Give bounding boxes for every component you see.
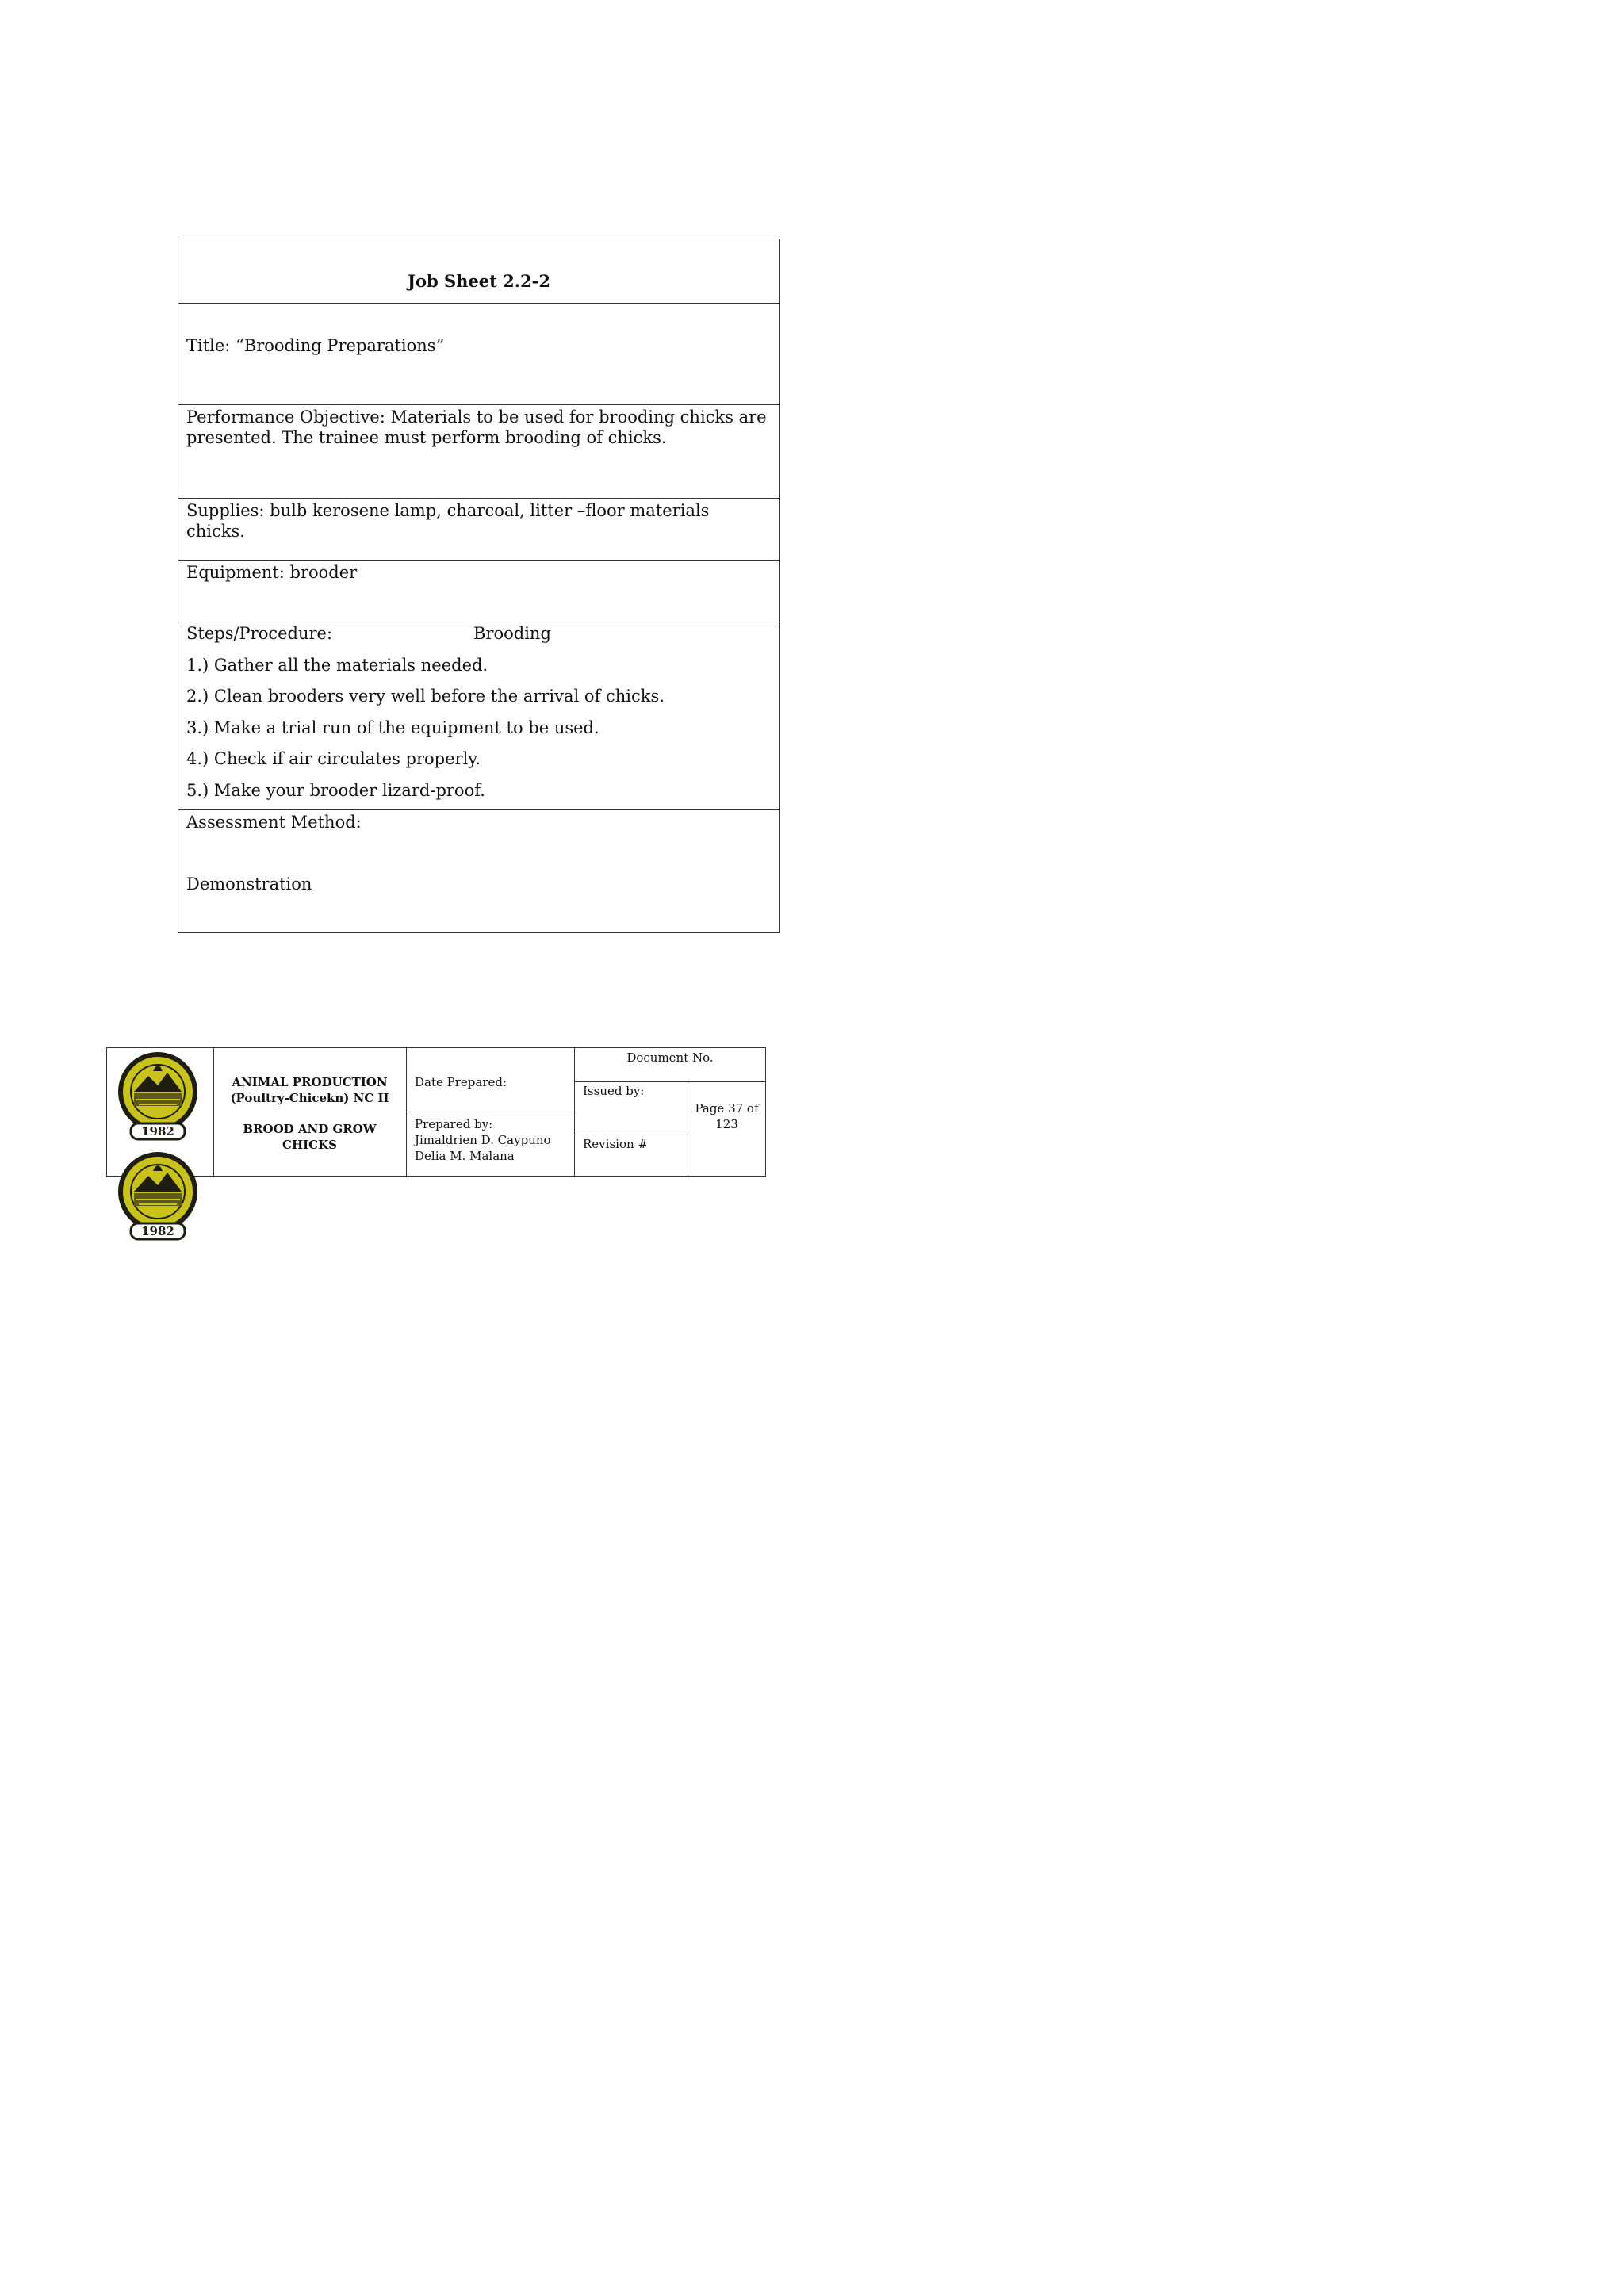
step-item: 3.) Make a trial run of the equipment to be used. [186, 718, 599, 737]
assessment-row [178, 809, 779, 932]
page-number-line: Page 37 of [695, 1101, 759, 1115]
step-item: 4.) Check if air circulates properly. [186, 749, 481, 768]
steps-label: Steps/Procedure: [186, 624, 333, 643]
prepared-by-label: Prepared by: [415, 1117, 493, 1131]
assessment-label: Assessment Method: [186, 813, 362, 832]
school-seal-logo [117, 1050, 199, 1141]
prepared-by [415, 1116, 551, 1164]
steps-heading: Brooding [473, 624, 551, 643]
supplies-row [178, 498, 779, 560]
job-sheet-heading: Job Sheet 2.2-2 [408, 271, 550, 291]
page-number-line: 123 [715, 1117, 738, 1131]
title-row [178, 303, 779, 404]
step-item: 5.) Make your brooder lizard-proof. [186, 781, 485, 800]
job-title: Title: “Brooding Preparations” [186, 336, 445, 355]
program-title [213, 1074, 406, 1106]
divider [574, 1048, 575, 1176]
module-line: CHICKS [282, 1138, 337, 1152]
assessment-value: Demonstration [186, 874, 312, 894]
steps-row [178, 622, 779, 809]
divider [213, 1048, 214, 1176]
seal-year: 1982 [141, 1224, 174, 1238]
document-footer [106, 1047, 766, 1177]
issued-by-label: Issued by: [583, 1084, 645, 1098]
divider [406, 1048, 407, 1176]
page-number [688, 1100, 766, 1132]
objective-row [178, 404, 779, 498]
equipment-text: Equipment: brooder [186, 563, 358, 582]
document-no-label: Document No. [626, 1050, 714, 1065]
job-sheet-table [178, 239, 780, 933]
seal-year: 1982 [141, 1124, 174, 1138]
program-line: (Poultry-Chicekn) NC II [230, 1091, 389, 1105]
supplies-text: Supplies: bulb kerosene lamp, charcoal, litter –floor materials chicks. [186, 501, 710, 541]
module-title [213, 1121, 406, 1153]
performance-objective: Performance Objective: Materials to be used for brooding chicks are presented. The trainee must perform brooding of chicks. [186, 408, 767, 447]
preparer-name: Jimaldrien D. Caypuno [415, 1133, 551, 1147]
equipment-row [178, 560, 779, 622]
program-line: ANIMAL PRODUCTION [232, 1075, 388, 1089]
date-prepared-label: Date Prepared: [415, 1075, 508, 1089]
school-seal-logo [117, 1150, 199, 1241]
revision-label: Revision # [583, 1137, 648, 1151]
module-line: BROOD AND GROW [243, 1122, 377, 1136]
job-sheet-heading-row [178, 239, 779, 303]
step-item: 1.) Gather all the materials needed. [186, 656, 488, 675]
divider [574, 1081, 766, 1082]
step-item: 2.) Clean brooders very well before the arrival of chicks. [186, 687, 665, 706]
preparer-name: Delia M. Malana [415, 1149, 515, 1163]
